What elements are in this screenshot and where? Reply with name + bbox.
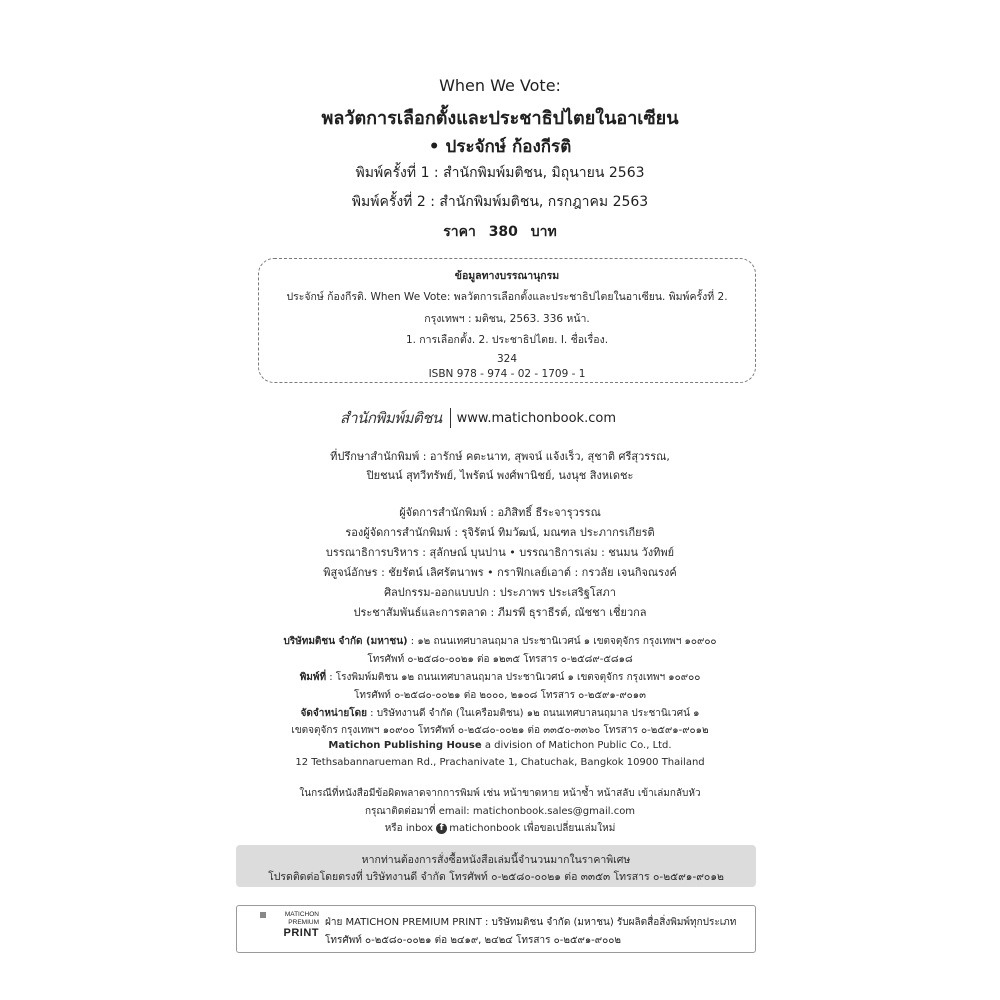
editors: บรรณาธิการบริหาร : สุลักษณ์ บุนปาน • บรรณาธิการเล่ม : ชนมน วังทิพย์: [325, 546, 675, 559]
company-address-text: : ๑๒ ถนนเทศบาลนฤมาล ประชานิเวศน์ ๑ เขตจตุจักร กรุงเทพฯ ๑๐๙๐๐: [407, 636, 717, 647]
company-address: [0, 634, 1000, 649]
advisors-line: ที่ปรึกษาสำนักพิมพ์ : อารักษ์ คตะนาท, สุพจน์ แจ้งเร็ว, สุชาติ ศรีสุวรรณ,: [330, 450, 670, 463]
logo-text: PREMIUM: [288, 919, 319, 926]
bulk-order-contact: โปรดติดต่อโดยตรงที่ บริษัทงานดี จำกัด โทรศัพท์ ๐-๒๕๘๐-๐๐๒๑ ต่อ ๓๓๕๓ โทรสาร ๐-๒๕๙๑-๙๐๑๒: [268, 871, 724, 883]
author: • ประจักษ์ ก้องกีรติ: [428, 137, 572, 157]
notice-inbox-post: matichonbook เพื่อขอเปลี่ยนเล่มใหม่: [449, 823, 616, 834]
premium-print-phone: โทรศัพท์ ๐-๒๕๘๐-๐๐๒๑ ต่อ ๒๔๑๙, ๒๔๒๔ โทรสาร ๐-๒๕๙๑-๙๐๐๒: [325, 935, 621, 946]
distributor-label: จัดจำหน่ายโดย: [300, 708, 367, 719]
art-design: ศิลปกรรม-ออกแบบปก : ประภาพร ประเสริฐโสภา: [384, 586, 616, 599]
notice-inbox-pre: หรือ inbox: [384, 823, 434, 834]
premium-print-text: ฝ่าย MATICHON PREMIUM PRINT : บริษัทมติชน จำกัด (มหาชน) รับผลิตสื่อสิ่งพิมพ์ทุกประเภท: [325, 917, 737, 928]
logo-text: PRINT: [283, 927, 319, 939]
company-phone: โทรศัพท์ ๐-๒๕๘๐-๐๐๒๑ ต่อ ๑๒๓๕ โทรสาร ๐-๒๕๘๙-๕๘๑๘: [367, 654, 633, 665]
price: [0, 221, 1000, 243]
title-english: When We Vote:: [439, 76, 561, 95]
cataloging-box: [258, 258, 756, 383]
advisors-line: ปิยชนน์ สุทวีทรัพย์, ไพรัตน์ พงศ์พานิชย์, นงนุช สิงหเดชะ: [366, 469, 634, 482]
print-edition-1: พิมพ์ครั้งที่ 1 : สำนักพิมพ์มติชน, มิถุนายน 2563: [355, 165, 645, 181]
cataloging-line: ประจักษ์ ก้องกีรติ. When We Vote: พลวัตการเลือกตั้งและประชาธิปไตยในอาเซียน. พิมพ์ครั้งที่ 2.: [286, 291, 728, 303]
price-label: ราคา: [443, 224, 476, 240]
notice-line: ในกรณีที่หนังสือมีข้อผิดพลาดจากการพิมพ์ เช่น หน้าขาดหาย หน้าซ้ำ หน้าสลับ เข้าเล่มกลับหัว: [299, 788, 701, 799]
publisher-script-logo: สำนักพิมพ์มติชน: [340, 409, 442, 427]
price-unit: บาท: [530, 224, 557, 240]
price-value: 380: [488, 224, 518, 240]
bulk-order-line: หากท่านต้องการสั่งซื้อหนังสือเล่มนี้จำนวนมากในราคาพิเศษ: [361, 854, 631, 866]
company-label: บริษัทมติชน จำกัด (มหาชน): [283, 636, 408, 647]
logo-text: MATICHON: [284, 911, 319, 918]
cataloging-line: กรุงเทพฯ : มติชน, 2563. 336 หน้า.: [424, 313, 590, 325]
cataloging-line: 1. การเลือกตั้ง. 2. ประชาธิปไตย. I. ชื่อเรื่อง.: [405, 334, 609, 346]
distributor-address-text: : บริษัทงานดี จำกัด (ในเครือมติชน) ๑๒ ถนนเทศบาลนฤมาล ประชานิเวศน์ ๑: [366, 708, 700, 719]
bulk-order-box: [236, 845, 756, 887]
proof-layout: พิสูจน์อักษร : ชัยรัตน์ เลิศรัตนาพร • กราฟิกเลย์เอาต์ : กรวลัย เจนกิจณรงค์: [323, 566, 677, 579]
premium-print-logo: [259, 911, 319, 949]
printer-label: พิมพ์ที่: [299, 672, 327, 683]
premium-print-box: [236, 905, 756, 953]
publisher-url[interactable]: www.matichonbook.com: [456, 410, 616, 426]
divider: [450, 408, 451, 428]
cataloging-line: 324: [496, 353, 518, 365]
logo-square-icon: [260, 912, 266, 918]
english-address: 12 Tethsabannarueman Rd., Prachanivate 1, Chatuchak, Bangkok 10900 Thailand: [295, 757, 705, 768]
title-thai: พลวัตการเลือกตั้งและประชาธิปไตยในอาเซียน: [321, 108, 679, 129]
english-publisher-name: Matichon Publishing House: [328, 740, 482, 751]
distributor-phone: เขตจตุจักร กรุงเทพฯ ๑๐๙๐๐ โทรศัพท์ ๐-๒๕๘๐-๐๐๒๑ ต่อ ๓๓๕๐-๓๓๖๐ โทรสาร ๐-๒๕๙๑-๙๐๑๒: [291, 725, 709, 736]
english-publisher-rest: a division of Matichon Public Co., Ltd.: [481, 740, 672, 751]
publisher-logo: [340, 407, 616, 429]
notice-inbox: [0, 821, 1000, 836]
facebook-icon: f: [436, 823, 447, 834]
manager: ผู้จัดการสำนักพิมพ์ : อภิสิทธิ์ ธีระจารุวรรณ: [399, 506, 601, 519]
printer-address: [0, 670, 1000, 685]
print-edition-2: พิมพ์ครั้งที่ 2 : สำนักพิมพ์มติชน, กรกฎาคม 2563: [351, 194, 649, 210]
printer-phone: โทรศัพท์ ๐-๒๕๘๐-๐๐๒๑ ต่อ ๒๐๐๐, ๒๑๐๘ โทรสาร ๐-๒๕๙๑-๙๐๑๓: [354, 690, 646, 701]
cataloging-heading: ข้อมูลทางบรรณานุกรม: [454, 270, 560, 282]
printer-address-text: : โรงพิมพ์มติชน ๑๒ ถนนเทศบาลนฤมาล ประชานิเวศน์ ๑ เขตจตุจักร กรุงเทพฯ ๑๐๙๐๐: [326, 672, 701, 683]
deputy-manager: รองผู้จัดการสำนักพิมพ์ : รุจิรัตน์ ทิมวัฒน์, มณฑล ประภากรเกียรติ: [345, 526, 655, 539]
isbn: ISBN 978 - 974 - 02 - 1709 - 1: [428, 368, 586, 380]
pr-marketing: ประชาสัมพันธ์และการตลาด : ภีมรพี ธุราธีรต์, ณัชชา เชี่ยวกล: [353, 606, 647, 619]
notice-email: กรุณาติดต่อมาที่ email: matichonbook.sales@gmail.com: [364, 806, 636, 817]
english-publisher: [0, 740, 1000, 751]
distributor-address: [0, 706, 1000, 721]
